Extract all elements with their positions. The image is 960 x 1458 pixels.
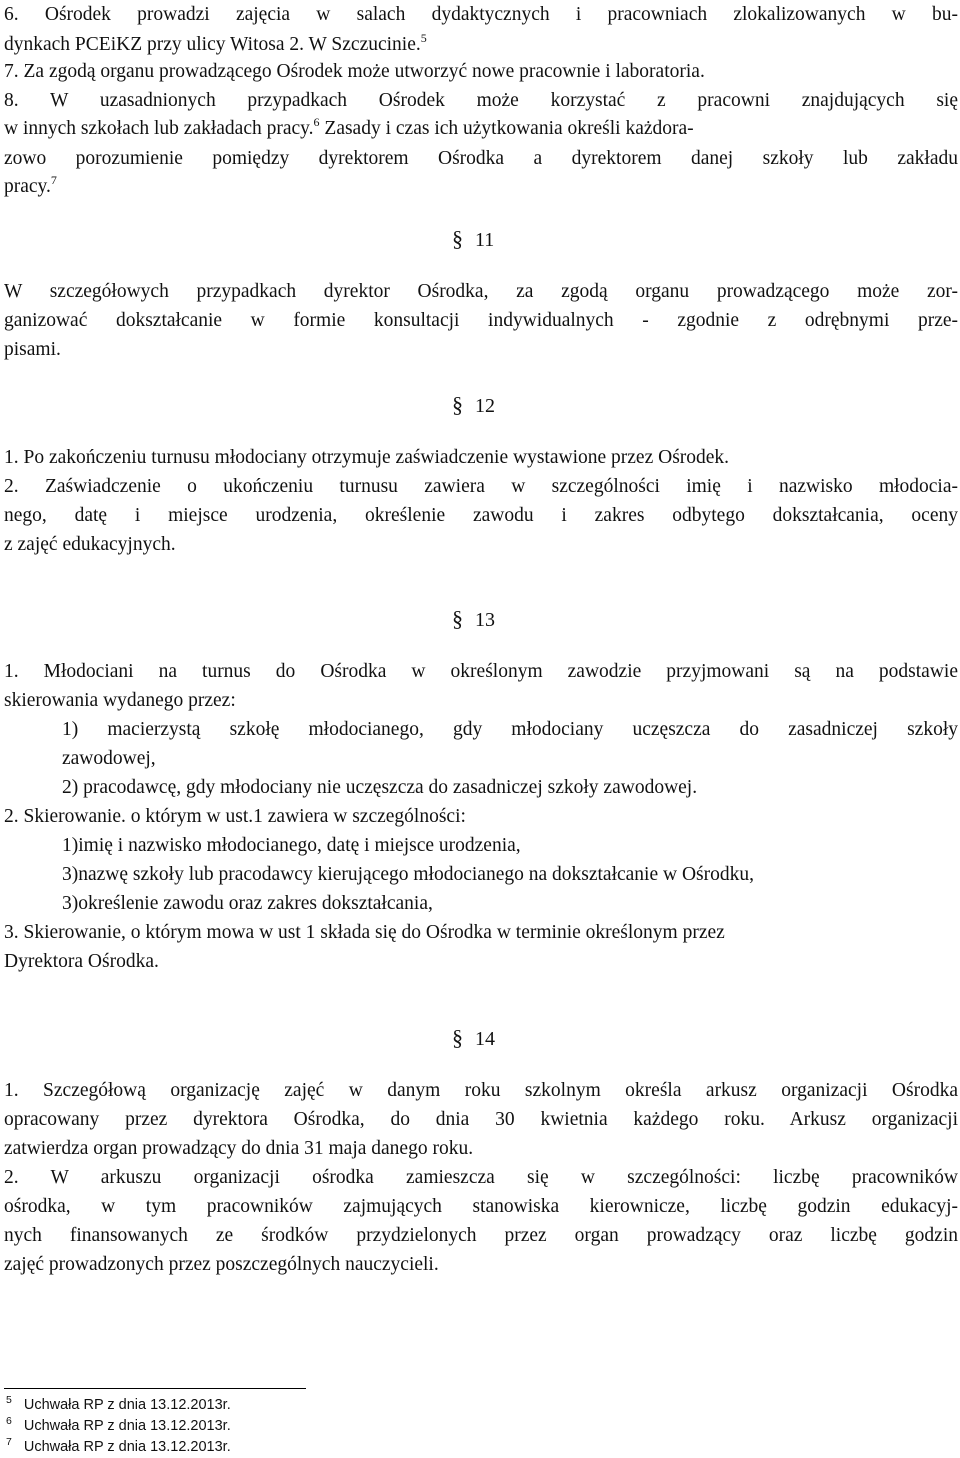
- section-mark: §: [452, 1025, 463, 1050]
- section-heading-12: § 12: [452, 392, 495, 417]
- text-line: 2. W arkuszu organizacji ośrodka zamieszcza się w szczególności: liczbę pracowników: [4, 1167, 958, 1188]
- list-item: 1)imię i nazwisko młodocianego, datę i miejsce urodzenia,: [62, 835, 521, 856]
- text-line: nego, datę i miejsce urodzenia, określenie zawodu i zakres odbytego dokształcania, oceny: [4, 505, 958, 526]
- section-mark: §: [452, 606, 463, 631]
- footnote-ref[interactable]: 7: [50, 173, 57, 187]
- text-line: 7. Za zgodą organu prowadzącego Ośrodek może utworzyć nowe pracownie i laboratoria.: [4, 61, 705, 82]
- section-mark: §: [452, 392, 463, 417]
- text-line: pisami.: [4, 339, 61, 360]
- footnote-ref[interactable]: 6: [313, 115, 320, 129]
- text-line: zatwierdza organ prowadzący do dnia 31 maja danego roku.: [4, 1138, 474, 1159]
- list-item: zawodowej,: [62, 748, 156, 769]
- text-line: 2. Skierowanie. o którym w ust.1 zawiera w szczególności:: [4, 806, 466, 827]
- text-line: 1. Po zakończeniu turnusu młodociany otrzymuje zaświadczenie wystawione przez Ośrodek.: [4, 447, 730, 468]
- text-line: ganizować dokształcanie w formie konsultacji indywidualnych - zgodnie z odrębnymi prze-: [4, 310, 958, 331]
- list-item: 1) macierzystą szkołę młodocianego, gdy młodociany uczęszcza do zasadniczej szkoły: [62, 719, 958, 740]
- footnote-ref[interactable]: 5: [420, 31, 427, 45]
- list-item: 3)nazwę szkoły lub pracodawcy kierującego młodocianego na dokształcanie w Ośrodku,: [62, 864, 755, 885]
- text-line: 8. W uzasadnionych przypadkach Ośrodek może korzystać z pracowni znajdujących się: [4, 90, 958, 111]
- text-line: skierowania wydanego przez:: [4, 690, 236, 711]
- text-line: 6. Ośrodek prowadzi zajęcia w salach dydaktycznych i pracowniach zlokalizowanych w bu-: [4, 4, 958, 25]
- text-line: z zajęć edukacyjnych.: [4, 534, 176, 555]
- text-line: 1. Szczegółową organizację zajęć w danym roku szkolnym określa arkusz organizacji Ośrodka: [4, 1080, 958, 1101]
- section-mark: §: [452, 226, 463, 251]
- footnote: $^5$ Uchwała RP z dnia 13.12.2013r.: [6, 1394, 231, 1413]
- text-line: Dyrektora Ośrodka.: [4, 951, 159, 972]
- text-line: opracowany przez dyrektora Ośrodka, do dnia 30 kwietnia każdego roku. Arkusz organizacji: [4, 1109, 958, 1130]
- list-item: 2) pracodawcę, gdy młodociany nie uczęszcza do zasadniczej szkoły zawodowej.: [62, 777, 698, 798]
- text-line: pracy.$^7$: [4, 173, 57, 197]
- text-line: dynkach PCEiKZ przy ulicy Witosa 2. W Szczucinie.$^5$: [4, 31, 427, 55]
- section-heading-13: § 13: [452, 606, 495, 631]
- footnote-separator: [4, 1388, 306, 1389]
- text-line: 2. Zaświadczenie o ukończeniu turnusu zawiera w szczególności imię i nazwisko młodocia-: [4, 476, 958, 497]
- text-line: nych finansowanych ze środków przydzielonych przez organ prowadzący oraz liczbę godzin: [4, 1225, 958, 1246]
- section-heading-14: § 14: [452, 1025, 495, 1050]
- text-line: ośrodka, w tym pracowników zajmujących stanowiska kierownicze, liczbę godzin edukacyj-: [4, 1196, 958, 1217]
- text-line: 1. Młodociani na turnus do Ośrodka w określonym zawodzie przyjmowani są na podstawie: [4, 661, 958, 682]
- list-item: 3)określenie zawodu oraz zakres dokształcania,: [62, 893, 433, 914]
- text-line: W szczegółowych przypadkach dyrektor Ośrodka, za zgodą organu prowadzącego może zor-: [4, 281, 958, 302]
- text-line: 3. Skierowanie, o którym mowa w ust 1 składa się do Ośrodka w terminie określonym przez: [4, 922, 725, 943]
- footnote: $^6$ Uchwała RP z dnia 13.12.2013r.: [6, 1415, 231, 1434]
- text-line: zajęć prowadzonych przez poszczególnych nauczycieli.: [4, 1254, 439, 1275]
- section-heading-11: § 11: [452, 226, 495, 251]
- footnote: $^7$ Uchwała RP z dnia 13.12.2013r.: [6, 1436, 231, 1455]
- text-line: w innych szkołach lub zakładach pracy.$^6$ Zasady i czas ich użytkowania określi każdora-: [4, 115, 694, 139]
- text-line: zowo porozumienie pomiędzy dyrektorem Ośrodka a dyrektorem danej szkoły lub zakładu: [4, 148, 958, 169]
